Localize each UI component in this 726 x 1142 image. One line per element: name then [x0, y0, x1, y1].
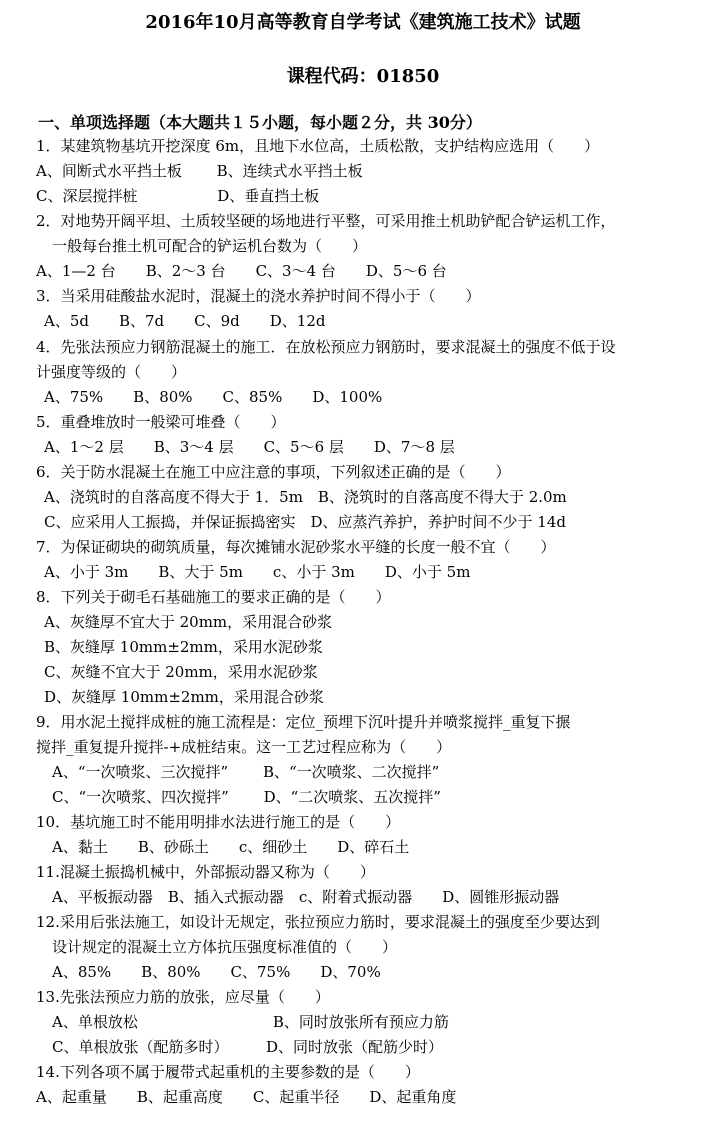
question-12-continued: 设计规定的混凝土立方体抗压强度标准值的（ ） — [52, 938, 398, 956]
question-14: 14.下列各项不属于履带式起重机的主要参数的是（ ） — [36, 1063, 420, 1081]
question-13-options-ab: A、单根放松 B、同时放张所有预应力筋 — [52, 1013, 449, 1031]
question-9-options-ab: A、“一次喷浆、三次搅拌” B、“一次喷浆、二次搅拌” — [52, 763, 440, 781]
question-14-options: A、起重量 B、起重高度 C、起重半径 D、起重角度 — [36, 1088, 457, 1106]
question-1-options-cd: C、深层搅拌桩 D、垂直挡土板 — [36, 187, 320, 205]
question-4-continued: 计强度等级的（ ） — [36, 363, 187, 381]
question-2-options: A、1—2 台 B、2～3 台 C、3～4 台 D、5～6 台 — [36, 262, 447, 280]
question-13-options-cd: C、单根放张（配筋多时） D、同时放张（配筋少时） — [52, 1038, 444, 1056]
question-12-options: A、85% B、80% C、75% D、70% — [52, 963, 381, 981]
section-heading: 一、单项选择题（本大题共１５小题，每小题２分，共 30分） — [38, 113, 482, 132]
question-9: 9．用水泥土搅拌成桩的施工流程是：定位_预埋下沉叶提升并喷浆搅拌_重复下搌 — [36, 713, 571, 731]
question-12: 12.采用后张法施工，如设计无规定，张拉预应力筋时，要求混凝土的强度至少要达到 — [36, 913, 600, 931]
question-11-options: A、平板振动器 B、插入式振动器 c、附着式振动器 D、圆锥形振动器 — [52, 888, 560, 906]
course-code: 课程代码：01850 — [286, 66, 440, 87]
question-6-options-cd: C、应采用人工振捣，并保证振捣密实 D、应蒸汽养护，养护时间不少于 14d — [44, 513, 566, 531]
question-10: 10．基坑施工时不能用明排水法进行施工的是（ ） — [36, 813, 401, 831]
question-9-options-cd: C、“一次喷浆、四次搅拌” D、“二次喷浆、五次搅拌” — [52, 788, 441, 806]
question-6-options-ab: A、浇筑时的自落高度不得大于 1．5m B、浇筑时的自落高度不得大于 2.0m — [44, 488, 567, 506]
exam-title: 2016年10月高等教育自学考试《建筑施工技术》试题 — [145, 12, 581, 33]
question-3: 3．当采用硅酸盐水泥时，混凝土的浇水养护时间不得小于（ ） — [36, 287, 481, 305]
question-2-continued: 一般每台推土机可配合的铲运机台数为（ ） — [52, 237, 368, 255]
question-7: 7．为保证砌块的砌筑质量，每次摊铺水泥砂浆水平缝的长度一般不宜（ ） — [36, 538, 556, 556]
question-5: 5．重叠堆放时一般梁可堆叠（ ） — [36, 413, 286, 431]
question-9-continued: 搅拌_重复提升搅拌-+成桩结束。这一工艺过程应称为（ ） — [36, 738, 452, 756]
question-8: 8．下列关于砌毛石基础施工的要求正确的是（ ） — [36, 588, 391, 606]
question-4-options: A、75% B、80% C、85% D、100% — [44, 388, 383, 406]
question-10-options: A、黏土 B、砂砾土 c、细砂土 D、碎石土 — [52, 838, 410, 856]
question-8-option-a: A、灰缝厚不宜大于 20mm，采用混合砂浆 — [44, 613, 333, 631]
question-6: 6．关于防水混凝土在施工中应注意的事项，下列叙述正确的是（ ） — [36, 463, 511, 481]
question-1: 1．某建筑物基坑开挖深度 6m，且地下水位高，土质松散，支护结构应选用（ ） — [36, 137, 600, 155]
question-5-options: A、1～2 层 B、3～4 层 C、5～6 层 D、7～8 层 — [44, 438, 455, 456]
question-8-option-b: B、灰缝厚 10mm±2mm，采用水泥砂浆 — [44, 638, 323, 656]
question-2: 2．对地势开阔平坦、土质较坚硬的场地进行平整，可采用推土机助铲配合铲运机工作， — [36, 212, 616, 230]
question-3-options: A、5d B、7d C、9d D、12d — [44, 312, 326, 330]
question-13: 13.先张法预应力筋的放张，应尽量（ ） — [36, 988, 330, 1006]
question-8-option-d: D、灰缝厚 10mm±2mm，采用混合砂浆 — [44, 688, 324, 706]
question-4: 4．先张法预应力钢筋混凝土的施工．在放松预应力钢筋时，要求混凝土的强度不低于设 — [36, 338, 616, 356]
question-8-option-c: C、灰缝不宜大于 20mm，采用水泥砂浆 — [44, 663, 318, 681]
question-11: 11.混凝土振捣机械中，外部振动器又称为（ ） — [36, 863, 375, 881]
question-1-options-ab: A、间断式水平挡土板 B、连续式水平挡土板 — [36, 162, 363, 180]
question-7-options: A、小于 3m B、大于 5m c、小于 3m D、小于 5m — [44, 563, 471, 581]
